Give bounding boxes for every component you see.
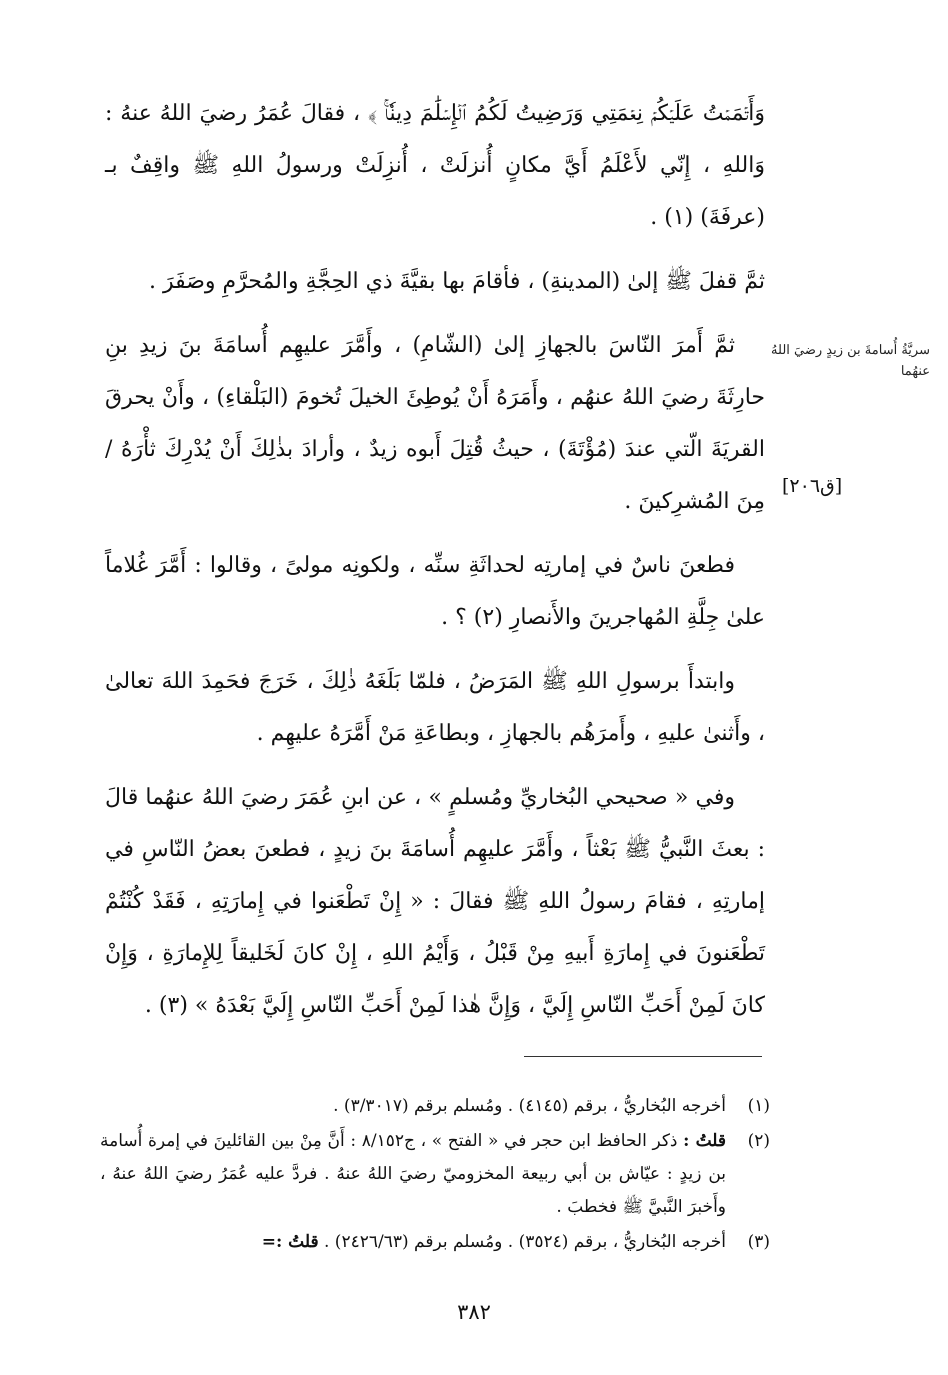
paragraph-6-text: وفي « صحيحي البُخاريِّ ومُسلمٍ » ، عن ابنِ عُمَرَ رضيَ اللهُ عنهُما قالَ : بعثَ النَّبيُّ ﷺ بَعْثاً ، وأَمَّرَ عليهِم أُسامَةَ بنَ زيدٍ ، فطعنَ بعضُ النّاسِ في إمارتِهِ ، فقامَ رسولُ اللهِ ﷺ فقالَ : « إِنْ تَطْعَنوا في إِمارَتِهِ ، فَقَدْ كُنْتُمْ تَطْعَنونَ في إِمارَةِ أَبيهِ مِنْ قَبْلُ ، وَأَيْمُ اللهِ ، إِنْ كانَ لَخَليقاً لِلإِمارَةِ ، وَإِنْ كانَ لَمِنْ أَحَبِّ النّاسِ إِلَيَّ ، وَإِنَّ هٰذا لَمِنْ أَحَبِّ النّاسِ إِلَيَّ بَعْدَهُ » bbox=[105, 785, 765, 1018]
footnote-2 bbox=[100, 1125, 770, 1224]
paragraph-5 bbox=[105, 656, 765, 760]
page-number: ٣٨٢ bbox=[457, 1300, 491, 1324]
footnote-ref-1[interactable]: (١) . bbox=[650, 205, 694, 230]
footnote-text: أخرجه البُخاريُّ ، برقم (٤١٤٥) . ومُسلم برقم (٣/٣٠١٧) . bbox=[333, 1096, 726, 1116]
folio-marker: [ق٢٠٦] bbox=[782, 475, 843, 497]
footnote-number: (٣) bbox=[747, 1232, 770, 1252]
footnote-text: ذكر الحافظ ابن حجر في « الفتح » ، ج٨/١٥٢ : أَنَّ مِنْ بين القائلينَ في إمرة أُسامة بن زيدٍ : عيّاش بن أبي ربيعة المخزوميّ رضيَ اللهُ عنهُ . فردَّ عليه عُمَرُ رضيَ اللهُ عنهُ ، وأَخبرَ النَّبيَّ ﷺ فخطبَ . bbox=[100, 1131, 726, 1217]
footnote-number: (٢) bbox=[747, 1131, 770, 1151]
paragraph-3-text: ثمَّ أَمرَ النّاسَ بالجهازِ إلىٰ (الشّامِ) ، وأَمَّرَ عليهِم أُسامَةَ بنَ زيدِ بنِ حارِثَةَ رضيَ اللهُ عنهُم ، وأَمَرَهُ أَنْ يُوطِئَ الخيلَ تُخومَ (البَلْقاءِ) ، وأَنْ يحرقَ القريَةَ الّتي عندَ (مُؤْتَةَ) ، حيثُ قُتِلَ أَبوه زيدٌ ، وأرادَ بذٰلِكَ أَنْ يُدْرِكَ ثأْرَهُ / مِنَ المُشرِكينَ . bbox=[105, 333, 765, 514]
footnote-tail: قلتُ := bbox=[261, 1232, 319, 1252]
paragraph-2-text: ثمَّ قفلَ ﷺ إلىٰ (المدينةِ) ، فأقامَ بها بقيَّةَ ذي الحِجَّةِ والمُحرَّمِ وصَفَرَ . bbox=[148, 269, 765, 294]
main-text bbox=[105, 88, 765, 1044]
paragraph-6 bbox=[105, 772, 765, 1032]
footnote-divider bbox=[524, 1056, 762, 1057]
footnote-ref-2[interactable]: (٢) ؟ . bbox=[441, 605, 503, 630]
paragraph-4 bbox=[105, 540, 765, 644]
footnote-body bbox=[100, 1226, 726, 1259]
footnote-lead: قلتُ : bbox=[683, 1131, 727, 1151]
margin-note: سريَّةُ أُسامةَ بن زيدٍ رضيَ اللهُ عنهُما bbox=[771, 343, 930, 379]
paragraph-4-text: فطعنَ ناسٌ في إمارتِه لحداثَةِ سنِّه ، ولكونِه مولىً ، وقالوا : أَمَّرَ غُلاماً علىٰ جِلَّةِ المُهاجرينَ والأَنصارِ bbox=[105, 553, 765, 630]
paragraph-3 bbox=[105, 320, 765, 528]
paragraph-1 bbox=[105, 88, 765, 244]
footnote-number: (١) bbox=[747, 1096, 770, 1116]
paragraph-1-text: وَأَتۡمَمۡتُ عَلَيۡكُمۡ نِعۡمَتِي وَرَضِيتُ لَكُمُ ٱلۡإِسۡلَٰمَ دِينٗاۚ ﴾ ، فقالَ عُمَرُ رضيَ اللهُ عنهُ : وَاللهِ ، إِنّي لأَعْلَمُ أَيَّ مكانٍ أُنزلَتْ ، أُنزِلَتْ ورسولُ اللهِ ﷺ واقِفٌ بـ (عرفَةَ) bbox=[105, 101, 765, 230]
footnote-text: أخرجه البُخاريُّ ، برقم (٣٥٢٤) . ومُسلم برقم (٢٤٢٦/٦٣) . bbox=[324, 1232, 726, 1252]
footnote-ref-3[interactable]: (٣) . bbox=[144, 993, 188, 1018]
paragraph-2 bbox=[105, 256, 765, 308]
footnote-3 bbox=[100, 1226, 770, 1259]
footnote-1 bbox=[100, 1090, 770, 1123]
footnote-body bbox=[100, 1125, 726, 1224]
footnotes bbox=[100, 1090, 770, 1261]
paragraph-5-text: وابتدأَ برسولِ اللهِ ﷺ المَرَضُ ، فلمّا بَلَغَهُ ذٰلِكَ ، خَرَجَ فحَمِدَ اللهَ تعالىٰ ، وأَثنىٰ عليهِ ، وأَمرَهُم بالجهازِ ، وبطاعَةِ مَنْ أَمَّرَهُ عليهِم . bbox=[105, 669, 765, 746]
